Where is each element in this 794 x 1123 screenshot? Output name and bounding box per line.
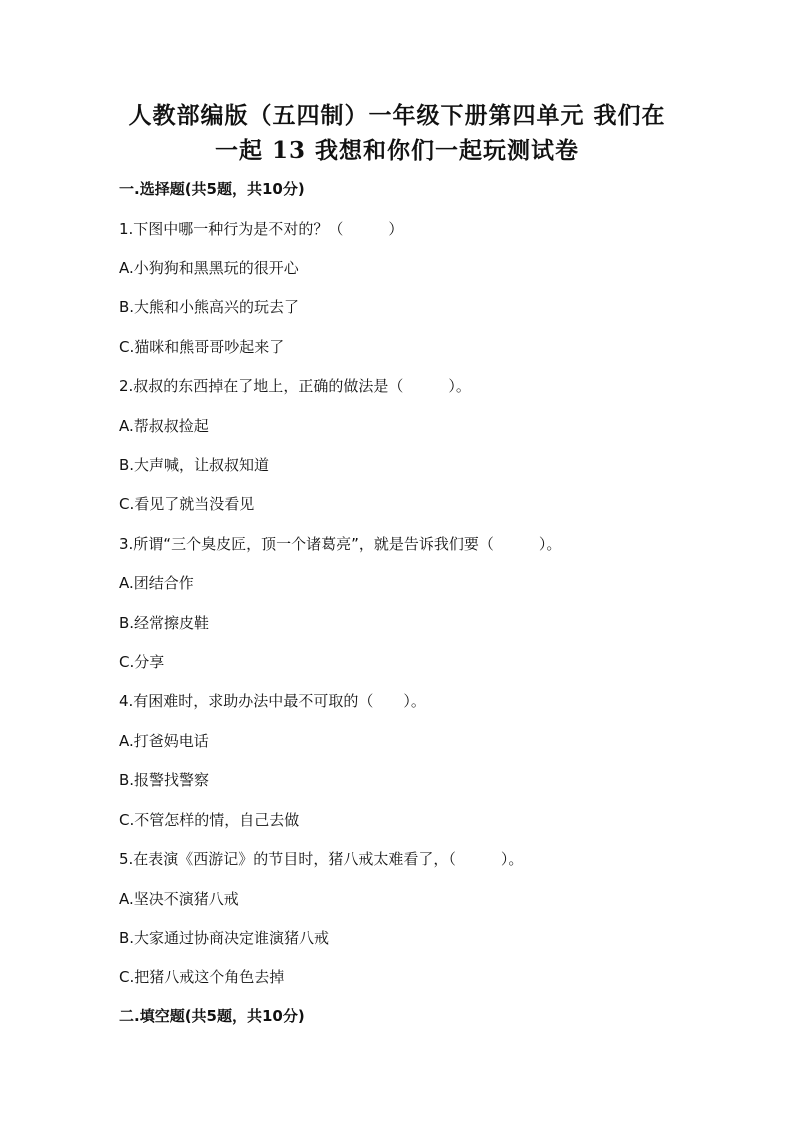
- question-3-option-b: B.经常擦皮鞋: [119, 614, 210, 632]
- question-4-option-a: A.打爸妈电话: [119, 732, 209, 750]
- question-5-option-a: A.坚决不演猪八戒: [119, 890, 239, 908]
- question-1-option-c: C.猫咪和熊哥哥吵起来了: [119, 338, 285, 356]
- question-2-option-b: B.大声喊，让叔叔知道: [119, 456, 270, 474]
- question-1-option-a: A.小狗狗和黑黑玩的很开心: [119, 259, 299, 277]
- question-2-option-c: C.看见了就当没看见: [119, 495, 255, 513]
- question-5: 5.在表演《西游记》的节目时，猪八戒太难看了，（ ）。: [119, 850, 524, 868]
- question-2-option-a: A.帮叔叔捡起: [119, 417, 209, 435]
- section-heading-fill-in: 二.填空题(共5题，共10分): [119, 1007, 305, 1025]
- question-4: 4.有困难时，求助办法中最不可取的（ ）。: [119, 692, 426, 710]
- question-1-option-b: B.大熊和小熊高兴的玩去了: [119, 298, 300, 316]
- question-3: 3.所谓“三个臭皮匠，顶一个诸葛亮”，就是告诉我们要（ ）。: [119, 535, 562, 553]
- question-5-option-b: B.大家通过协商决定谁演猪八戒: [119, 929, 330, 947]
- question-5-option-c: C.把猪八戒这个角色去掉: [119, 968, 285, 986]
- question-2: 2.叔叔的东西掉在了地上，正确的做法是（ ）。: [119, 377, 471, 395]
- page-title-line-1: 人教部编版（五四制）一年级下册第四单元 我们在: [128, 102, 666, 129]
- question-4-option-b: B.报警找警察: [119, 771, 210, 789]
- question-4-option-c: C.不管怎样的情，自己去做: [119, 811, 300, 829]
- section-heading-choice: 一.选择题(共5题，共10分): [119, 180, 305, 198]
- question-3-option-a: A.团结合作: [119, 574, 194, 592]
- question-3-option-c: C.分享: [119, 653, 165, 671]
- page-title-line-2: 一起 13 我想和你们一起玩测试卷: [214, 137, 580, 164]
- question-1: 1.下图中哪一种行为是不对的？（ ）: [119, 220, 404, 238]
